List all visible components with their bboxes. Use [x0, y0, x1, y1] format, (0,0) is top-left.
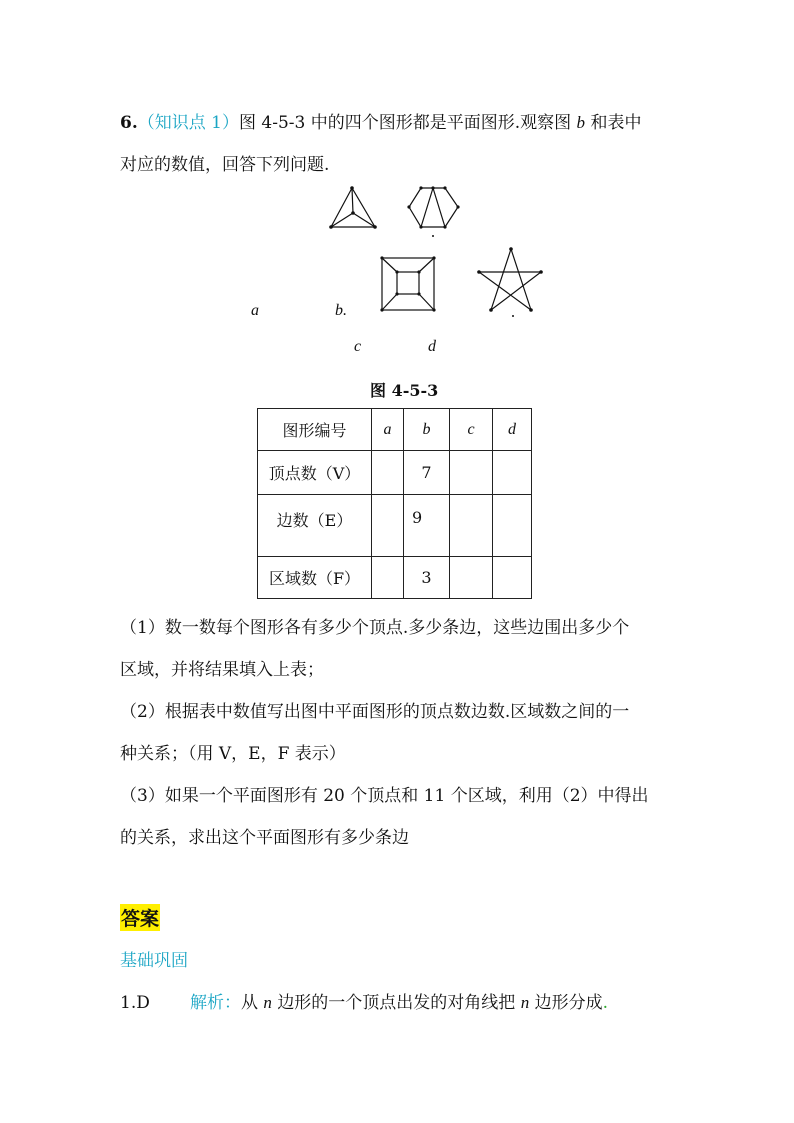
question-text-b: 和表中	[590, 113, 642, 133]
question-line-2: 对应的数值，回答下列问题.	[120, 155, 330, 175]
header-d: d	[493, 409, 532, 451]
knowledge-tag: （知识点 1）	[137, 113, 239, 133]
question-text-a: 图 4-5-3 中的四个图形都是平面图形.观察图	[238, 113, 572, 133]
var-n-2: n	[520, 993, 530, 1012]
part-1-line-2: 区域，并将结果填入上表；	[120, 660, 324, 680]
table-row	[258, 557, 532, 599]
label-b: b.	[335, 302, 347, 319]
figure-a-triangle	[331, 188, 375, 227]
part-2-line-1: （2）根据表中数值写出图中平面图形的顶点数边数.区域数之间的一	[120, 702, 630, 722]
cell-regions-b: 3	[404, 557, 450, 599]
table-row	[258, 495, 532, 557]
row-label-edges: 边数（E）	[258, 495, 372, 557]
figure-b-hexagon	[409, 188, 458, 227]
figure-c-squares	[382, 258, 434, 310]
data-table	[257, 408, 532, 599]
label-a: a	[251, 302, 259, 319]
question-var-b: b	[576, 113, 586, 132]
header-a: a	[372, 409, 404, 451]
label-d: d	[428, 338, 436, 355]
analysis-label: 解析：	[190, 993, 241, 1013]
question-number: 6.	[120, 113, 138, 133]
answer-title: 答案	[120, 904, 160, 931]
var-n-1: n	[263, 993, 272, 1012]
part-2-line-2: 种关系；（用 V，E，F 表示）	[120, 744, 346, 764]
row-label-vertices: 顶点数（V）	[258, 451, 372, 495]
answer-text-a: 从	[241, 993, 258, 1013]
part-3-line-1: （3）如果一个平面图形有 20 个顶点和 11 个区域，利用（2）中得出	[120, 786, 649, 806]
table-row	[258, 451, 532, 495]
answer-item-1	[120, 988, 608, 1013]
answer-item-number: 1.D	[120, 993, 150, 1013]
cell-vertices-b: 7	[404, 451, 450, 495]
answer-text-c: 边形分成	[534, 993, 603, 1013]
answer-text-b: 边形的一个顶点出发的对角线把	[277, 993, 516, 1013]
table-header-row	[258, 409, 532, 451]
header-b: b	[404, 409, 450, 451]
part-3-line-2: 的关系，求出这个平面图形有多少条边	[120, 828, 409, 848]
section-title: 基础巩固	[120, 951, 188, 971]
cell-edges-b: 9	[404, 495, 450, 557]
row-label-regions: 区域数（F）	[258, 557, 372, 599]
figure-caption: 图 4-5-3	[370, 381, 439, 400]
answer-dot: .	[602, 993, 609, 1013]
figure-4-5-3	[0, 0, 794, 360]
header-figure-id: 图形编号	[258, 409, 372, 451]
header-c: c	[450, 409, 493, 451]
part-1-line-1: （1）数一数每个图形各有多少个顶点.多少条边，这些边围出多少个	[120, 618, 630, 638]
figure-d-star	[479, 249, 541, 310]
label-c: c	[354, 338, 362, 355]
